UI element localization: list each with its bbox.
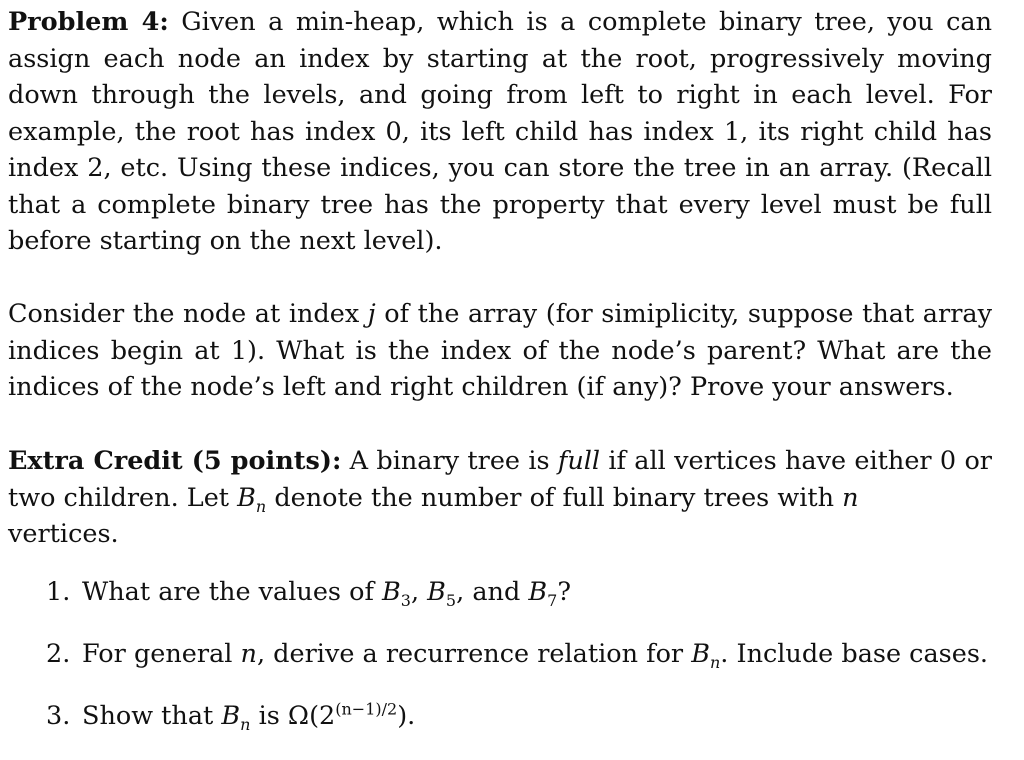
- math-sub: 3: [400, 591, 411, 611]
- math-n: n: [240, 639, 257, 669]
- math-exponent: (n−1)/2: [335, 699, 398, 719]
- math-B: B: [691, 639, 710, 669]
- extra-credit-paragraph: [8, 443, 992, 553]
- math-n: n: [842, 482, 859, 513]
- item-text: Show that: [82, 701, 222, 731]
- math-sub-n: n: [255, 496, 267, 516]
- math-B: B: [427, 577, 446, 607]
- question-paragraph: [8, 296, 992, 406]
- item-text: For general: [82, 639, 241, 669]
- problem-text: Given a min-heap, which is a complete binary tree, you can assign each node an index by starting at the root, progressively moving down through the levels, and going from left to right in each level. For example, the root has index 0, its left child has index 1, its right child has index 2, etc. Using these indices, you can store the tree in an array. (Recall that a complete binary tree has the property that every level must be full before starting on the next level).: [8, 7, 992, 256]
- list-item: [46, 698, 996, 760]
- math-sub-n: n: [240, 715, 251, 735]
- problem-4-paragraph: [8, 4, 992, 260]
- item-number: 3.: [46, 701, 71, 731]
- item-text: ,: [410, 577, 428, 607]
- item-text: What are the values of: [82, 577, 383, 607]
- extra-credit-label: Extra Credit (5 points):: [8, 446, 342, 476]
- item-text: . Include base cases.: [720, 639, 989, 669]
- math-sub: 7: [547, 591, 558, 611]
- item-text: , derive a recurrence relation for: [256, 639, 692, 669]
- item-text: ?: [557, 577, 571, 607]
- item-number: 1.: [46, 577, 71, 607]
- math-B: B: [237, 482, 256, 513]
- extra-credit-text-3: denote the number of full binary trees with: [266, 482, 843, 513]
- var-j: j: [367, 299, 376, 329]
- list-item: [46, 574, 996, 636]
- list-item: [46, 636, 996, 698]
- math-sub-n: n: [709, 653, 721, 673]
- extra-credit-text-4: vertices.: [8, 519, 119, 549]
- math-B: B: [528, 577, 548, 607]
- item-text: , and: [456, 577, 529, 607]
- item-number: 2.: [46, 639, 71, 669]
- item-text: is Ω(2: [250, 701, 336, 731]
- math-B: B: [382, 577, 401, 607]
- problem-label: Problem 4:: [8, 7, 169, 37]
- math-sub: 5: [445, 591, 457, 611]
- item-text: ).: [397, 701, 416, 731]
- question-text-2: of the array (for simiplicity, suppose that array indices begin at 1). What is the index of the node’s parent? What are the indices of the node’s left and right children (if any)? Prove your answers.: [8, 299, 992, 402]
- extra-credit-text-2: if all vertices have either 0 or two children. Let: [8, 446, 992, 513]
- math-B: B: [221, 701, 241, 731]
- full-emphasis: full: [557, 446, 601, 476]
- extra-credit-list: [46, 574, 996, 760]
- question-text-1: Consider the node at index: [8, 299, 368, 329]
- extra-credit-text-1: A binary tree is: [341, 446, 558, 476]
